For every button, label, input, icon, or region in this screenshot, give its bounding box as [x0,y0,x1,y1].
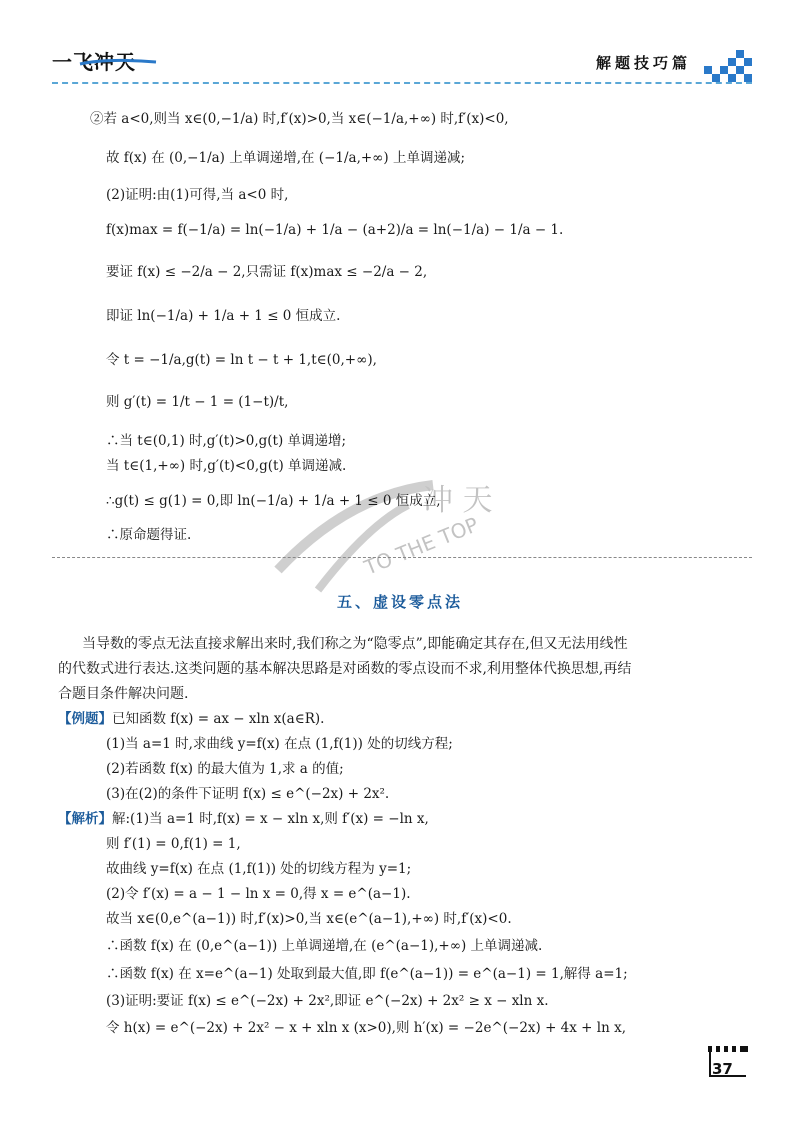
solution-tag: 【解析】 [58,811,112,827]
example-part: (3)在(2)的条件下证明 f(x) ≤ e^(−2x) + 2x². [106,786,390,802]
example-stem-text: 已知函数 f(x) = ax − xln x(a∈R). [112,711,325,727]
body-line: 当 t∈(1,+∞) 时,g′(t)<0,g(t) 单调递减. [106,458,347,474]
brand-logo: 一飞冲天 [52,50,136,74]
body-line: 令 t = −1/a,g(t) = ln t − t + 1,t∈(0,+∞), [106,352,377,368]
solution-line: ∴函数 f(x) 在 x=e^(a−1) 处取到最大值,即 f(e^(a−1)) = e^(a−1) = 1,解得 a=1; [106,966,628,982]
intro-line: 合题目条件解决问题. [58,686,189,702]
solution-line: 令 h(x) = e^(−2x) + 2x² − x + xln x (x>0),则 h′(x) = −2e^(−2x) + 4x + ln x, [106,1020,626,1036]
body-line: 故 f(x) 在 (0,−1/a) 上单调递增,在 (−1/a,+∞) 上单调递减; [106,150,466,166]
solution-line: ∴函数 f(x) 在 (0,e^(a−1)) 上单调递增,在 (e^(a−1),+∞) 上单调递减. [106,938,543,954]
example-part: (2)若函数 f(x) 的最大值为 1,求 a 的值; [106,761,344,777]
intro-line: 的代数式进行表达.这类问题的基本解决思路是对函数的零点设而不求,利用整体代换思想,再结 [58,661,632,677]
section-title: 解题技巧篇 [596,54,692,72]
solution-line: 故当 x∈(0,e^(a−1)) 时,f′(x)>0,当 x∈(e^(a−1),+∞) 时,f′(x)<0. [106,911,512,927]
example-stem [58,710,324,728]
body-line: f(x)max = f(−1/a) = ln(−1/a) + 1/a − (a+2)/a = ln(−1/a) − 1/a − 1. [106,222,564,238]
example-tag: 【例题】 [58,711,112,727]
solution-line: (3)证明:要证 f(x) ≤ e^(−2x) + 2x²,即证 e^(−2x) + 2x² ≥ x − xln x. [106,993,549,1009]
solution-line: (2)令 f′(x) = a − 1 − ln x = 0,得 x = e^(a−1). [106,886,411,902]
solution-line: 则 f′(1) = 0,f(1) = 1, [106,836,241,852]
watermark-chinese-text: 冲 天 [423,483,493,518]
solution-first-text: 解:(1)当 a=1 时,f(x) = x − xln x,则 f′(x) = −ln x, [112,811,429,827]
body-line: ②若 a<0,则当 x∈(0,−1/a) 时,f′(x)>0,当 x∈(−1/a,+∞) 时,f′(x)<0, [90,111,509,127]
watermark-english-text: TO THE TOP [360,512,482,580]
solution-first-line [58,810,429,828]
method-title: 五、虚设零点法 [337,593,464,611]
solution-line: 故曲线 y=f(x) 在点 (1,f(1)) 处的切线方程为 y=1; [106,861,412,877]
body-line: 则 g′(t) = 1/t − 1 = (1−t)/t, [106,394,289,410]
example-part: (1)当 a=1 时,求曲线 y=f(x) 在点 (1,f(1)) 处的切线方程; [106,736,453,752]
body-line: (2)证明:由(1)可得,当 a<0 时, [106,187,289,203]
body-line: ∴当 t∈(0,1) 时,g′(t)>0,g(t) 单调递增; [106,433,347,449]
body-line: 要证 f(x) ≤ −2/a − 2,只需证 f(x)max ≤ −2/a − 2, [106,264,428,280]
page-number: 37 [712,1060,733,1078]
body-line: ∴g(t) ≤ g(1) = 0,即 ln(−1/a) + 1/a + 1 ≤ 0 恒成立, [106,493,441,509]
section-divider [52,557,752,558]
intro-line: 当导数的零点无法直接求解出来时,我们称之为“隐零点”,即能确定其存在,但又无法用线性 [82,636,628,652]
body-line: ∴原命题得证. [106,527,192,543]
body-line: 即证 ln(−1/a) + 1/a + 1 ≤ 0 恒成立. [106,308,341,324]
